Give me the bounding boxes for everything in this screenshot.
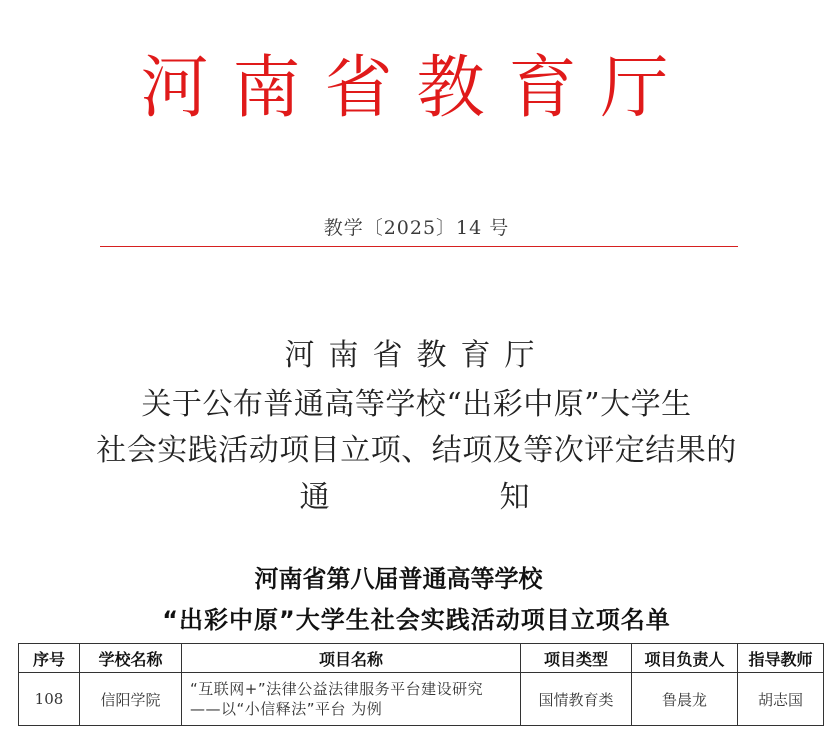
cell-index: 108 [19, 673, 80, 726]
notice-title-line-2: 关于公布普通高等学校“出彩中原”大学生 [141, 387, 692, 422]
notice-title-line-4 [0, 476, 833, 520]
header-project-leader: 项目负责人 [632, 644, 738, 673]
cell-school: 信阳学院 [80, 673, 182, 726]
notice-word [300, 476, 530, 520]
table-header-row [19, 644, 824, 673]
masthead-title: 河南省教育厅 [140, 49, 693, 128]
cell-project-type: 国情教育类 [521, 673, 632, 726]
list-title-line-1: 河南省第八届普通高等学校 [254, 565, 543, 593]
red-divider-line [100, 246, 738, 247]
notice-title-issuer: 河南省教育厅 [284, 338, 549, 373]
notice-title-line-3: 社会实践活动项目立项、结项及等次评定结果的 [96, 433, 737, 468]
cell-project-leader: 鲁晨龙 [632, 673, 738, 726]
notice-word-char-1: 通 [299, 480, 410, 515]
header-advisor: 指导教师 [738, 644, 824, 673]
header-school: 学校名称 [80, 644, 182, 673]
list-title-line-2: “出彩中原”大学生社会实践活动项目立项名单 [162, 606, 671, 634]
cell-project-name: “互联网+”法律公益法律服务平台建设研究——以“小信释法”平台 为例 [182, 673, 521, 726]
table-row [19, 673, 824, 726]
header-project-name: 项目名称 [182, 644, 521, 673]
project-list-table [18, 643, 824, 726]
cell-advisor: 胡志国 [738, 673, 824, 726]
header-project-type: 项目类型 [521, 644, 632, 673]
notice-word-char-2: 知 [499, 480, 530, 515]
document-number: 教学〔2025〕14 号 [323, 217, 510, 239]
header-index: 序号 [19, 644, 80, 673]
